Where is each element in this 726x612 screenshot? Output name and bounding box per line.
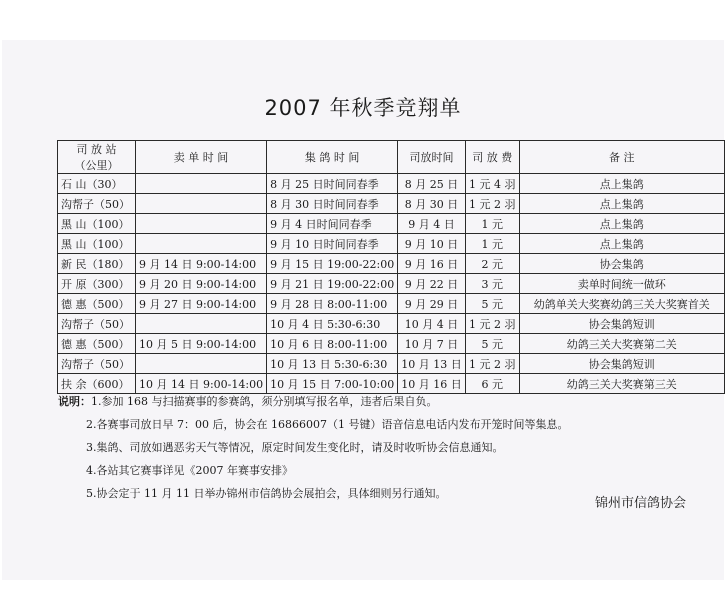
note-item-2: 2.各赛事司放日早 7：00 后，协会在 16866007（1 号键）语音信息电话内发布开笼时间等集息。	[86, 418, 569, 431]
cell-release-time: 10 月 16 日	[398, 374, 465, 394]
table-row	[58, 234, 725, 254]
table-row	[58, 354, 725, 374]
table-row	[58, 174, 725, 194]
header-gather-time: 集 鸽 时 间	[267, 141, 398, 174]
cell-release-time: 10 月 7 日	[398, 334, 465, 354]
document-title: 2007 年秋季竞翔单	[264, 96, 462, 120]
cell-release-time: 9 月 16 日	[398, 254, 465, 274]
cell-remark: 点上集鸽	[519, 194, 724, 214]
cell-remark: 点上集鸽	[519, 214, 724, 234]
cell-gather-time: 10 月 15 日 7:00-10:00	[267, 374, 398, 394]
note-item-4: 4.各站其它赛事详见《2007 年赛事安排》	[86, 464, 293, 477]
cell-release-time: 10 月 4 日	[398, 314, 465, 334]
cell-sell-time: 9 月 27 日 9:00-14:00	[136, 294, 267, 314]
table-row	[58, 294, 725, 314]
cell-sell-time	[136, 354, 267, 374]
cell-sell-time: 10 月 14 日 9:00-14:00	[136, 374, 267, 394]
cell-fee: 1 元 2 羽	[465, 314, 519, 334]
cell-station: 扶 余（600）	[58, 374, 136, 394]
cell-station: 德 惠（500）	[58, 294, 136, 314]
cell-station: 新 民（180）	[58, 254, 136, 274]
cell-station: 德 惠（500）	[58, 334, 136, 354]
cell-fee: 3 元	[465, 274, 519, 294]
note-text: 1.参加 168 与扫描赛事的参赛鸽，须分别填写报名单，违者后果自负。	[91, 395, 438, 408]
table-header-row	[58, 141, 725, 174]
header-station-unit: （公里）	[74, 159, 119, 172]
cell-gather-time: 9 月 10 日时间同春季	[267, 234, 398, 254]
cell-sell-time	[136, 314, 267, 334]
notes-label: 说明：	[58, 395, 91, 408]
cell-fee: 2 元	[465, 254, 519, 274]
cell-sell-time: 10 月 5 日 9:00-14:00	[136, 334, 267, 354]
cell-fee: 5 元	[465, 294, 519, 314]
note-item-1	[58, 390, 698, 413]
cell-fee: 5 元	[465, 334, 519, 354]
cell-station: 沟帮子（50）	[58, 194, 136, 214]
cell-station: 黑 山（100）	[58, 214, 136, 234]
header-station	[58, 141, 136, 174]
header-remarks: 备 注	[519, 141, 724, 174]
cell-fee: 1 元 4 羽	[465, 174, 519, 194]
notes-section	[58, 390, 698, 505]
cell-release-time: 9 月 29 日	[398, 294, 465, 314]
cell-sell-time	[136, 234, 267, 254]
cell-station: 沟帮子（50）	[58, 314, 136, 334]
cell-gather-time: 9 月 28 日 8:00-11:00	[267, 294, 398, 314]
cell-gather-time: 10 月 6 日 8:00-11:00	[267, 334, 398, 354]
cell-station: 开 原（300）	[58, 274, 136, 294]
cell-release-time: 8 月 25 日	[398, 174, 465, 194]
cell-release-time: 8 月 30 日	[398, 194, 465, 214]
cell-gather-time: 10 月 13 日 5:30-6:30	[267, 354, 398, 374]
cell-remark: 幼鸽三关大奖赛第二关	[519, 334, 724, 354]
cell-remark: 协会集鸽短训	[519, 354, 724, 374]
cell-gather-time: 9 月 21 日 19:00-22:00	[267, 274, 398, 294]
table-row	[58, 194, 725, 214]
cell-fee: 1 元 2 羽	[465, 354, 519, 374]
cell-gather-time: 8 月 30 日时间同春季	[267, 194, 398, 214]
table-row	[58, 254, 725, 274]
cell-fee: 1 元 2 羽	[465, 194, 519, 214]
header-sell-time: 卖 单 时 间	[136, 141, 267, 174]
note-item-3: 3.集鸽、司放如遇恶劣天气等情况，原定时间发生变化时，请及时收听协会信息通知。	[86, 441, 504, 454]
cell-gather-time: 9 月 4 日时间同春季	[267, 214, 398, 234]
cell-fee: 6 元	[465, 374, 519, 394]
cell-station: 石 山（30）	[58, 174, 136, 194]
cell-release-time: 10 月 13 日	[398, 354, 465, 374]
cell-gather-time: 10 月 4 日 5:30-6:30	[267, 314, 398, 334]
cell-sell-time	[136, 194, 267, 214]
table-row	[58, 274, 725, 294]
cell-station: 沟帮子（50）	[58, 354, 136, 374]
cell-release-time: 9 月 4 日	[398, 214, 465, 234]
cell-fee: 1 元	[465, 214, 519, 234]
cell-remark: 幼鸽三关大奖赛第三关	[519, 374, 724, 394]
cell-station: 黑 山（100）	[58, 234, 136, 254]
cell-release-time: 9 月 10 日	[398, 234, 465, 254]
organization-signature: 锦州市信鸽协会	[594, 496, 686, 511]
cell-remark: 幼鸽单关大奖赛幼鸽三关大奖赛首关	[519, 294, 724, 314]
cell-sell-time: 9 月 14 日 9:00-14:00	[136, 254, 267, 274]
cell-remark: 协会集鸽短训	[519, 314, 724, 334]
note-item-5: 5.协会定于 11 月 11 日举办锦州市信鸽协会展拍会，具体细则另行通知。	[86, 487, 447, 500]
cell-remark: 点上集鸽	[519, 174, 724, 194]
header-release-time: 司放时间	[398, 141, 465, 174]
cell-sell-time	[136, 174, 267, 194]
header-station-label: 司 放 站	[76, 143, 117, 156]
table-row	[58, 314, 725, 334]
cell-remark: 协会集鸽	[519, 254, 724, 274]
cell-sell-time: 9 月 20 日 9:00-14:00	[136, 274, 267, 294]
cell-remark: 点上集鸽	[519, 234, 724, 254]
table-row	[58, 214, 725, 234]
cell-release-time: 9 月 22 日	[398, 274, 465, 294]
cell-gather-time: 9 月 15 日 19:00-22:00	[267, 254, 398, 274]
cell-sell-time	[136, 214, 267, 234]
header-fee: 司 放 费	[465, 141, 519, 174]
cell-gather-time: 8 月 25 日时间同春季	[267, 174, 398, 194]
table-row	[58, 334, 725, 354]
schedule-table	[57, 140, 725, 394]
cell-fee: 1 元	[465, 234, 519, 254]
cell-remark: 卖单时间统一做环	[519, 274, 724, 294]
